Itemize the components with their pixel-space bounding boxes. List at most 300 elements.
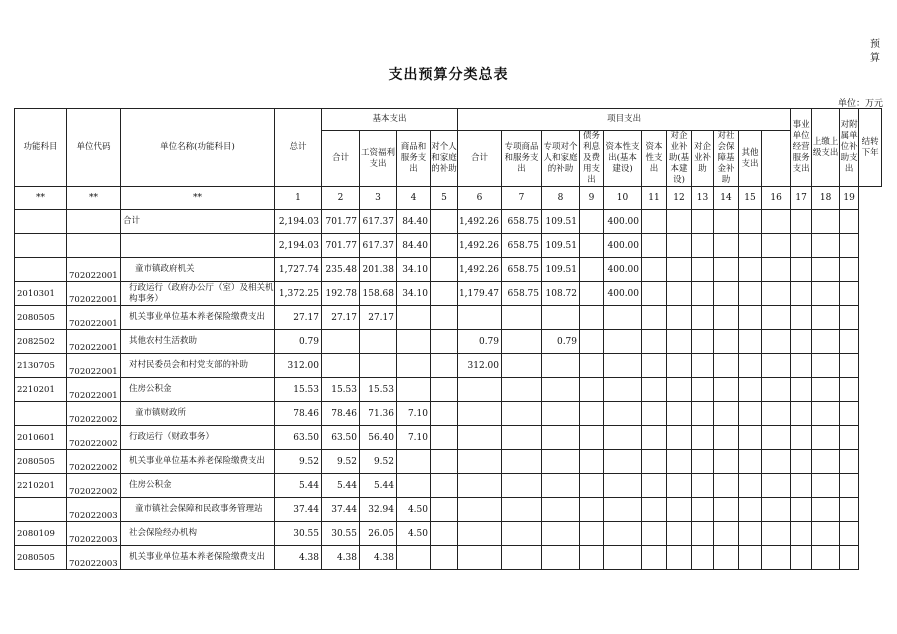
personal-cell (431, 330, 458, 354)
column-index-cell: 14 (714, 187, 739, 210)
table-row (15, 546, 882, 570)
column-index-cell: 6 (458, 187, 502, 210)
unit-code-cell: 702022002 (67, 474, 121, 498)
empty-cell (692, 258, 714, 282)
empty-cell (791, 402, 812, 426)
table-row (15, 210, 882, 234)
table-row (15, 234, 882, 258)
project-total-cell (458, 306, 502, 330)
unit-name-cell: 住房公积金 (121, 378, 275, 402)
empty-cell (812, 450, 840, 474)
column-index-cell: 8 (542, 187, 580, 210)
debt-cell (580, 354, 604, 378)
project-total-cell (458, 498, 502, 522)
func-code-cell: 2210201 (15, 378, 67, 402)
empty-cell (642, 258, 667, 282)
debt-cell (580, 402, 604, 426)
empty-cell (714, 450, 739, 474)
unit-name-cell: 机关事业单位基本养老保险缴费支出 (121, 306, 275, 330)
empty-cell (739, 234, 762, 258)
empty-cell (714, 306, 739, 330)
header-goods: 商品和服务支出 (397, 131, 431, 187)
unit-name-cell: 其他农村生活救助 (121, 330, 275, 354)
column-index-cell: ** (121, 187, 275, 210)
debt-cell (580, 378, 604, 402)
capital-build-cell (604, 330, 642, 354)
table-row (15, 258, 882, 282)
basic-total-cell: 4.38 (322, 546, 360, 570)
unit-code-cell: 702022003 (67, 522, 121, 546)
empty-cell (762, 258, 791, 282)
empty-cell (812, 282, 840, 306)
total-cell: 4.38 (275, 546, 322, 570)
empty-cell (739, 306, 762, 330)
unit-name-cell: 行政运行（财政事务） (121, 426, 275, 450)
table-row (15, 330, 882, 354)
debt-cell (580, 282, 604, 306)
unit-code-cell: 702022001 (67, 378, 121, 402)
empty-cell (812, 402, 840, 426)
special-personal-cell: 109.51 (542, 210, 580, 234)
column-index-cell: 15 (739, 187, 762, 210)
capital-build-cell (604, 498, 642, 522)
basic-total-cell (322, 330, 360, 354)
unit-code-cell (67, 210, 121, 234)
table-body (15, 187, 882, 570)
header-capital-build: 资本性支出(基本建设) (604, 131, 642, 187)
capital-build-cell (604, 354, 642, 378)
special-goods-cell (502, 378, 542, 402)
empty-cell (642, 306, 667, 330)
total-cell: 9.52 (275, 450, 322, 474)
total-cell: 63.50 (275, 426, 322, 450)
empty-cell (642, 498, 667, 522)
total-cell: 1,372.25 (275, 282, 322, 306)
empty-cell (812, 498, 840, 522)
wages-cell: 5.44 (360, 474, 397, 498)
special-personal-cell (542, 474, 580, 498)
empty-cell (791, 426, 812, 450)
special-personal-cell (542, 450, 580, 474)
column-index-cell: 19 (840, 187, 859, 210)
unit-code-cell: 702022003 (67, 546, 121, 570)
unit-code-cell: 702022001 (67, 282, 121, 306)
header-debt: 债务利息及费用支出 (580, 131, 604, 187)
column-index-cell: 4 (397, 187, 431, 210)
header-project-group: 项目支出 (458, 109, 791, 131)
func-code-cell: 2210201 (15, 474, 67, 498)
empty-cell (714, 330, 739, 354)
debt-cell (580, 522, 604, 546)
empty-cell (791, 258, 812, 282)
header-capital: 资本性支出 (642, 131, 667, 187)
empty-cell (812, 522, 840, 546)
empty-cell (642, 354, 667, 378)
empty-cell (667, 498, 692, 522)
wages-cell: 9.52 (360, 450, 397, 474)
debt-cell (580, 330, 604, 354)
empty-cell (692, 450, 714, 474)
column-index-cell: 12 (667, 187, 692, 210)
empty-cell (812, 354, 840, 378)
special-goods-cell: 658.75 (502, 210, 542, 234)
empty-cell (714, 426, 739, 450)
project-total-cell: 1,179.47 (458, 282, 502, 306)
empty-cell (812, 426, 840, 450)
special-goods-cell (502, 546, 542, 570)
func-code-cell (15, 498, 67, 522)
empty-cell (840, 426, 859, 450)
empty-cell (762, 426, 791, 450)
special-goods-cell (502, 426, 542, 450)
empty-cell (692, 402, 714, 426)
empty-cell (739, 402, 762, 426)
column-index-cell: 9 (580, 187, 604, 210)
empty-cell (762, 498, 791, 522)
column-index-cell: 11 (642, 187, 667, 210)
empty-cell (642, 210, 667, 234)
capital-build-cell (604, 450, 642, 474)
basic-total-cell: 235.48 (322, 258, 360, 282)
debt-cell (580, 210, 604, 234)
debt-cell (580, 258, 604, 282)
column-index-cell: 13 (692, 187, 714, 210)
empty-cell (840, 282, 859, 306)
empty-cell (812, 234, 840, 258)
total-cell: 312.00 (275, 354, 322, 378)
header-func: 功能科目 (15, 109, 67, 187)
unit-name-cell: 童市镇政府机关 (121, 258, 275, 282)
basic-total-cell: 15.53 (322, 378, 360, 402)
empty-cell (692, 210, 714, 234)
special-goods-cell: 658.75 (502, 258, 542, 282)
empty-cell (791, 282, 812, 306)
unit-label: 单位：万元 (837, 99, 883, 109)
empty-cell (692, 330, 714, 354)
empty-cell (714, 474, 739, 498)
basic-total-cell: 37.44 (322, 498, 360, 522)
project-total-cell: 312.00 (458, 354, 502, 378)
wages-cell: 617.37 (360, 210, 397, 234)
debt-cell (580, 474, 604, 498)
special-personal-cell: 0.79 (542, 330, 580, 354)
project-total-cell: 1,492.26 (458, 234, 502, 258)
empty-cell (762, 210, 791, 234)
header-total: 总计 (275, 109, 322, 187)
empty-cell (667, 378, 692, 402)
empty-cell (692, 306, 714, 330)
project-total-cell (458, 474, 502, 498)
personal-cell (431, 282, 458, 306)
empty-cell (791, 474, 812, 498)
func-code-cell: 2010301 (15, 282, 67, 306)
goods-cell: 4.50 (397, 498, 431, 522)
goods-cell (397, 378, 431, 402)
empty-cell (812, 546, 840, 570)
wages-cell (360, 354, 397, 378)
table-row (15, 282, 882, 306)
capital-build-cell (604, 306, 642, 330)
capital-build-cell (604, 402, 642, 426)
special-personal-cell (542, 426, 580, 450)
column-index-cell: 10 (604, 187, 642, 210)
empty-cell (840, 330, 859, 354)
capital-build-cell (604, 546, 642, 570)
wages-cell: 617.37 (360, 234, 397, 258)
empty-cell (762, 402, 791, 426)
empty-cell (812, 210, 840, 234)
header-name: 单位名称(功能科目) (121, 109, 275, 187)
empty-cell (840, 210, 859, 234)
basic-total-cell: 78.46 (322, 402, 360, 426)
empty-cell (840, 522, 859, 546)
personal-cell (431, 306, 458, 330)
empty-cell (791, 450, 812, 474)
empty-cell (714, 258, 739, 282)
basic-total-cell: 30.55 (322, 522, 360, 546)
column-index-cell: ** (15, 187, 67, 210)
empty-cell (667, 282, 692, 306)
empty-cell (791, 378, 812, 402)
basic-total-cell: 27.17 (322, 306, 360, 330)
corner-label: 预算 (870, 39, 880, 64)
total-cell: 0.79 (275, 330, 322, 354)
empty-cell (762, 330, 791, 354)
func-code-cell: 2082502 (15, 330, 67, 354)
empty-cell (762, 546, 791, 570)
empty-cell (667, 546, 692, 570)
total-cell: 5.44 (275, 474, 322, 498)
unit-name-cell: 合计 (121, 210, 275, 234)
empty-cell (667, 354, 692, 378)
empty-cell (714, 498, 739, 522)
capital-build-cell: 400.00 (604, 258, 642, 282)
budget-table (14, 108, 882, 570)
empty-cell (739, 330, 762, 354)
special-goods-cell (502, 522, 542, 546)
goods-cell: 84.40 (397, 210, 431, 234)
personal-cell (431, 546, 458, 570)
empty-cell (739, 546, 762, 570)
empty-cell (642, 402, 667, 426)
empty-cell (739, 282, 762, 306)
empty-cell (667, 450, 692, 474)
column-index-cell: 18 (812, 187, 840, 210)
wages-cell: 158.68 (360, 282, 397, 306)
empty-cell (791, 306, 812, 330)
debt-cell (580, 498, 604, 522)
total-cell: 30.55 (275, 522, 322, 546)
special-personal-cell: 109.51 (542, 234, 580, 258)
debt-cell (580, 426, 604, 450)
unit-code-cell: 702022001 (67, 354, 121, 378)
special-personal-cell (542, 402, 580, 426)
empty-cell (739, 474, 762, 498)
project-total-cell (458, 450, 502, 474)
unit-name-cell: 行政运行（政府办公厅（室）及相关机构事务） (121, 282, 275, 306)
header-affiliate: 对附属单位补助支出 (840, 109, 859, 187)
empty-cell (714, 210, 739, 234)
table-row (15, 498, 882, 522)
empty-cell (840, 546, 859, 570)
special-goods-cell: 658.75 (502, 282, 542, 306)
wages-cell: 71.36 (360, 402, 397, 426)
header-carry: 结转下年 (859, 109, 882, 187)
goods-cell (397, 330, 431, 354)
unit-code-cell: 702022003 (67, 498, 121, 522)
special-goods-cell (502, 450, 542, 474)
empty-cell (692, 378, 714, 402)
table-row (15, 450, 882, 474)
header-special-personal: 专项对个人和家庭的补助 (542, 131, 580, 187)
header-biz: 事业单位经营服务支出 (791, 109, 812, 187)
func-code-cell (15, 402, 67, 426)
empty-cell (667, 330, 692, 354)
func-code-cell: 2080505 (15, 546, 67, 570)
empty-cell (840, 474, 859, 498)
goods-cell: 7.10 (397, 402, 431, 426)
empty-cell (714, 378, 739, 402)
personal-cell (431, 234, 458, 258)
wages-cell: 32.94 (360, 498, 397, 522)
empty-cell (840, 306, 859, 330)
special-goods-cell (502, 306, 542, 330)
capital-build-cell (604, 474, 642, 498)
special-personal-cell (542, 306, 580, 330)
empty-cell (714, 354, 739, 378)
total-cell: 1,727.74 (275, 258, 322, 282)
empty-cell (692, 234, 714, 258)
empty-cell (692, 546, 714, 570)
empty-cell (762, 354, 791, 378)
unit-name-cell: 童市镇财政所 (121, 402, 275, 426)
empty-cell (791, 210, 812, 234)
capital-build-cell: 400.00 (604, 210, 642, 234)
empty-cell (762, 378, 791, 402)
total-cell: 78.46 (275, 402, 322, 426)
empty-cell (739, 498, 762, 522)
goods-cell (397, 354, 431, 378)
empty-cell (739, 426, 762, 450)
empty-cell (667, 474, 692, 498)
header-other: 其他支出 (739, 131, 762, 187)
empty-cell (714, 522, 739, 546)
empty-cell (762, 306, 791, 330)
goods-cell: 34.10 (397, 282, 431, 306)
func-code-cell (15, 258, 67, 282)
empty-cell (642, 330, 667, 354)
basic-total-cell: 63.50 (322, 426, 360, 450)
table-row (15, 378, 882, 402)
empty-cell (840, 234, 859, 258)
unit-code-cell: 702022002 (67, 450, 121, 474)
unit-name-cell: 对村民委员会和村党支部的补助 (121, 354, 275, 378)
empty-cell (840, 258, 859, 282)
empty-cell (667, 306, 692, 330)
wages-cell (360, 330, 397, 354)
empty-cell (791, 234, 812, 258)
func-code-cell: 2130705 (15, 354, 67, 378)
empty-cell (667, 402, 692, 426)
empty-cell (642, 378, 667, 402)
personal-cell (431, 402, 458, 426)
empty-cell (642, 234, 667, 258)
empty-cell (762, 234, 791, 258)
total-cell: 27.17 (275, 306, 322, 330)
empty-cell (791, 354, 812, 378)
empty-cell (714, 234, 739, 258)
empty-cell (667, 258, 692, 282)
project-total-cell: 1,492.26 (458, 210, 502, 234)
empty-cell (714, 402, 739, 426)
basic-total-cell (322, 354, 360, 378)
unit-code-cell: 702022001 (67, 306, 121, 330)
unit-code-cell: 702022001 (67, 330, 121, 354)
header-personal: 对个人和家庭的补助 (431, 131, 458, 187)
unit-code-cell: 702022001 (67, 258, 121, 282)
debt-cell (580, 234, 604, 258)
header-wages: 工资福利支出 (360, 131, 397, 187)
empty-cell (739, 450, 762, 474)
unit-name-cell (121, 234, 275, 258)
column-index-cell: 2 (322, 187, 360, 210)
special-goods-cell: 658.75 (502, 234, 542, 258)
empty-cell (762, 450, 791, 474)
column-index-cell: ** (67, 187, 121, 210)
goods-cell (397, 450, 431, 474)
capital-build-cell: 400.00 (604, 234, 642, 258)
header-code: 单位代码 (67, 109, 121, 187)
unit-name-cell: 机关事业单位基本养老保险缴费支出 (121, 546, 275, 570)
column-index-cell: 17 (791, 187, 812, 210)
empty-cell (840, 450, 859, 474)
unit-name-cell: 童市镇社会保障和民政事务管理站 (121, 498, 275, 522)
header-ent: 对企业补助 (692, 131, 714, 187)
special-goods-cell (502, 354, 542, 378)
empty-cell (791, 522, 812, 546)
header-basic-total: 合计 (322, 131, 360, 187)
func-code-cell: 2080505 (15, 306, 67, 330)
empty-cell (692, 426, 714, 450)
basic-total-cell: 5.44 (322, 474, 360, 498)
empty-cell (667, 234, 692, 258)
unit-name-cell: 社会保险经办机构 (121, 522, 275, 546)
table-row (15, 402, 882, 426)
page-title: 支出预算分类总表 (388, 67, 509, 83)
wages-cell: 27.17 (360, 306, 397, 330)
personal-cell (431, 474, 458, 498)
personal-cell (431, 354, 458, 378)
goods-cell (397, 474, 431, 498)
total-cell: 15.53 (275, 378, 322, 402)
goods-cell: 7.10 (397, 426, 431, 450)
column-index-cell: 7 (502, 187, 542, 210)
header-ent-build: 对企业补助(基本建设) (667, 131, 692, 187)
column-index-cell: 16 (762, 187, 791, 210)
func-code-cell (15, 234, 67, 258)
empty-cell (667, 522, 692, 546)
empty-cell (692, 498, 714, 522)
empty-cell (791, 330, 812, 354)
basic-total-cell: 701.77 (322, 210, 360, 234)
empty-cell (714, 546, 739, 570)
empty-cell (739, 258, 762, 282)
special-personal-cell: 108.72 (542, 282, 580, 306)
table-row (15, 426, 882, 450)
table-row (15, 354, 882, 378)
empty-cell (791, 546, 812, 570)
empty-cell (840, 498, 859, 522)
